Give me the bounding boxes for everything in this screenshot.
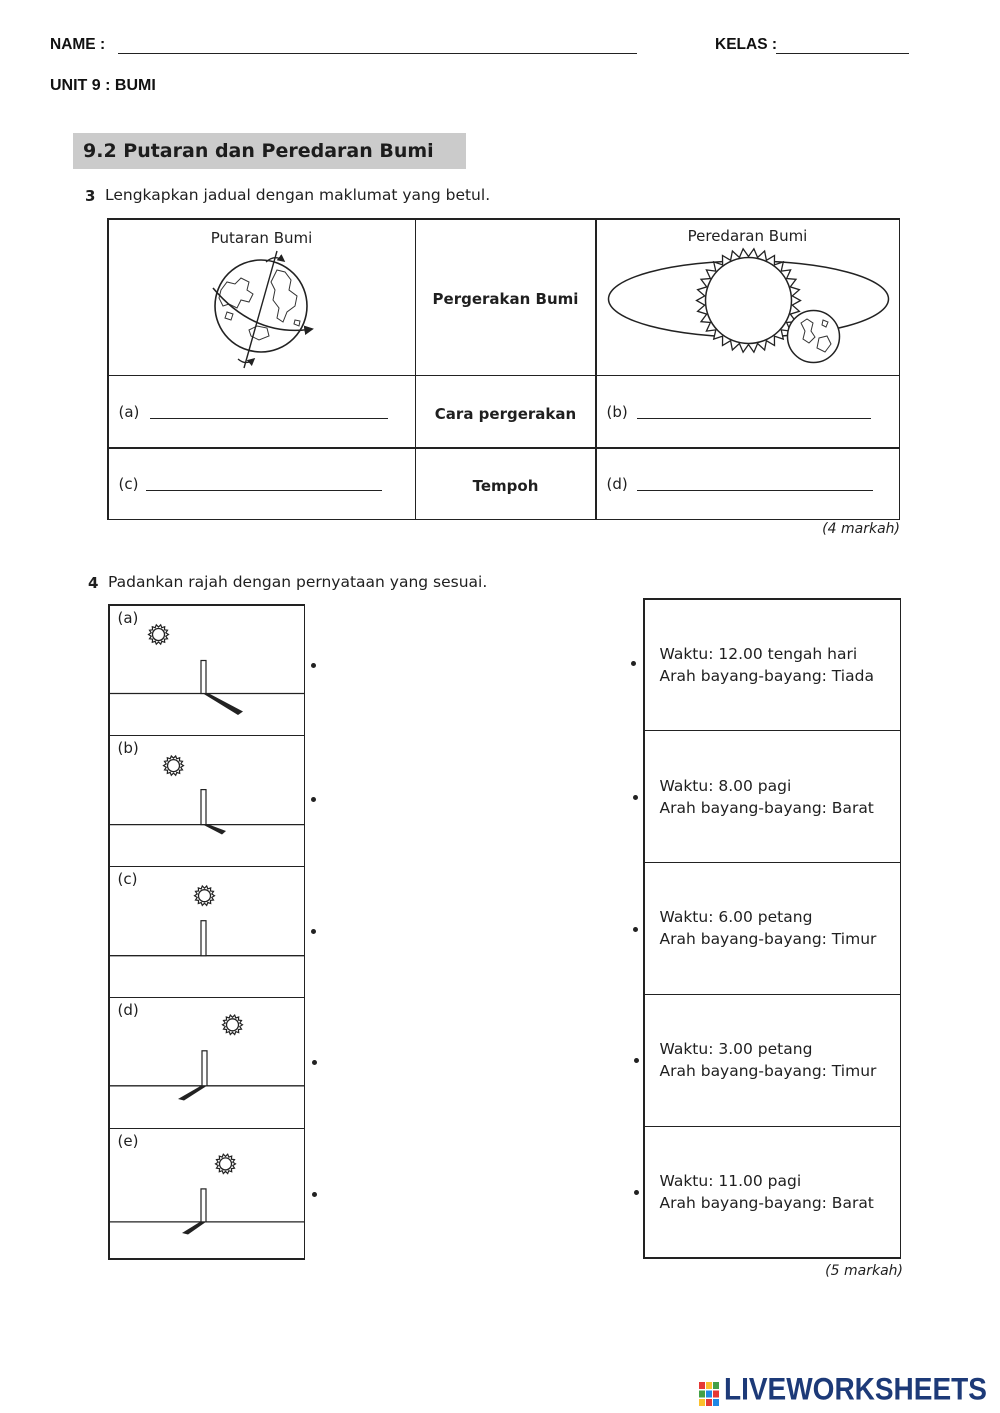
answer-cell-a <box>109 376 415 447</box>
shadow <box>203 693 243 715</box>
earth-movement-table <box>107 218 900 520</box>
question4-marks: (5 markah) <box>825 1263 903 1279</box>
liveworksheets-logo-icon <box>698 1381 720 1407</box>
revolution-title: Peredaran Bumi <box>687 226 808 245</box>
rotation-cell <box>109 220 415 375</box>
diagram-c <box>110 867 304 996</box>
match-dot-left-a[interactable] <box>311 663 316 668</box>
question3-marks: (4 markah) <box>822 521 900 537</box>
rotation-title: Putaran Bumi <box>210 228 313 247</box>
answer-blank-c[interactable] <box>146 476 382 491</box>
question3-instruction: Lengkapkan jadual dengan maklumat yang betul. <box>105 186 491 204</box>
stick <box>201 660 206 693</box>
criterion-period: Tempoh <box>472 476 539 495</box>
match-dot-right-3[interactable] <box>633 927 638 932</box>
stick <box>201 921 206 956</box>
statement-time: Waktu: 8.00 pagi <box>659 776 792 795</box>
statement-5 <box>645 1127 900 1257</box>
answer-label-d: (d) <box>606 474 628 493</box>
statement-shadow: Arah bayang-bayang: Barat <box>659 798 874 817</box>
answer-cell-c <box>109 449 415 519</box>
shadow <box>178 1086 207 1101</box>
sun-body <box>705 257 791 343</box>
statement-time: Waktu: 11.00 pagi <box>659 1172 802 1191</box>
liveworksheets-brand: LIVEWORKSHEETS <box>724 1371 987 1406</box>
statement-time: Waktu: 3.00 petang <box>659 1040 813 1059</box>
diagram-label-b: (b) <box>117 739 139 758</box>
stick <box>202 1051 207 1086</box>
statement-time: Waktu: 12.00 tengah hari <box>659 644 858 663</box>
diagram-label-a: (a) <box>117 608 139 627</box>
shadow <box>182 1222 206 1235</box>
movement-header: Pergerakan Bumi <box>432 290 579 308</box>
match-dot-left-c[interactable] <box>311 929 316 934</box>
statement-4 <box>645 995 900 1125</box>
class-input-line[interactable] <box>776 53 909 54</box>
question3-number: 3 <box>85 187 96 205</box>
match-dot-left-b[interactable] <box>311 797 316 802</box>
answer-blank-d[interactable] <box>637 476 873 491</box>
answer-label-c: (c) <box>118 474 139 493</box>
answer-cell-b <box>597 376 899 447</box>
match-dot-right-1[interactable] <box>631 661 636 666</box>
statement-2 <box>645 731 900 861</box>
name-label: NAME : <box>50 36 106 53</box>
stick <box>201 790 206 825</box>
statement-shadow: Arah bayang-bayang: Barat <box>659 1194 874 1213</box>
statement-3 <box>645 863 900 993</box>
statement-shadow: Arah bayang-bayang: Timur <box>659 930 877 949</box>
diagram-a <box>110 606 304 735</box>
movement-header-cell <box>416 220 595 375</box>
earth-icon <box>787 310 839 362</box>
criterion-method: Cara pergerakan <box>434 404 577 423</box>
statement-time: Waktu: 6.00 petang <box>659 908 813 927</box>
answer-blank-a[interactable] <box>150 404 388 419</box>
statement-shadow: Arah bayang-bayang: Tiada <box>659 666 874 685</box>
answer-label-b: (b) <box>606 402 628 421</box>
match-dot-left-e[interactable] <box>312 1192 317 1197</box>
diagram-label-c: (c) <box>117 870 138 889</box>
revolution-cell <box>597 220 899 375</box>
name-input-line[interactable] <box>118 53 637 54</box>
match-dot-right-4[interactable] <box>634 1058 639 1063</box>
diagram-label-d: (d) <box>117 1001 139 1020</box>
diagram-label-e: (e) <box>117 1132 139 1151</box>
statement-list <box>643 598 901 1259</box>
diagram-b <box>110 736 304 865</box>
shadow-diagrams <box>108 604 305 1260</box>
question4-instruction: Padankan rajah dengan pernyataan yang sesuai. <box>108 573 488 591</box>
criterion-cell-method <box>416 376 595 447</box>
answer-label-a: (a) <box>118 402 140 421</box>
answer-blank-b[interactable] <box>637 404 871 419</box>
diagram-d <box>110 998 304 1127</box>
criterion-cell-period <box>416 449 595 519</box>
diagram-e <box>110 1129 304 1258</box>
stick <box>201 1189 206 1222</box>
answer-cell-d <box>597 449 899 519</box>
shadow <box>203 825 226 835</box>
match-dot-right-5[interactable] <box>634 1190 639 1195</box>
statement-shadow: Arah bayang-bayang: Timur <box>659 1062 877 1081</box>
match-dot-right-2[interactable] <box>633 795 638 800</box>
class-label: KELAS : <box>715 36 777 53</box>
match-dot-left-d[interactable] <box>312 1060 317 1065</box>
unit-title: UNIT 9 : BUMI <box>50 77 156 94</box>
statement-1 <box>645 600 900 730</box>
section-title: 9.2 Putaran dan Peredaran Bumi <box>73 133 466 169</box>
question4-number: 4 <box>88 574 99 592</box>
